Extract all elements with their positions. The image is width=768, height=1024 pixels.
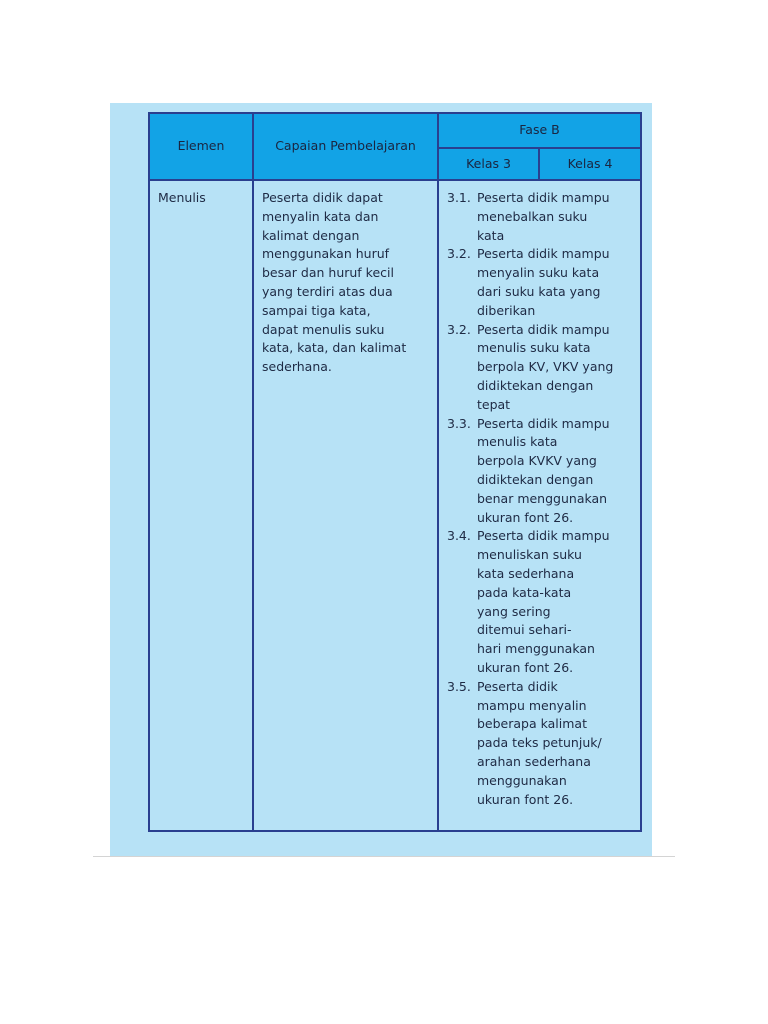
item-line: ukuran font 26. xyxy=(477,659,574,675)
header-kelas-3: Kelas 3 xyxy=(438,148,539,180)
item-line: ditemui sehari- xyxy=(477,622,572,638)
item-line: mampu menyalin xyxy=(477,697,587,713)
item-number: 3.1. xyxy=(447,190,471,205)
capaian-line: besar dan huruf kecil xyxy=(262,265,394,281)
item-line: kata xyxy=(477,227,505,243)
item-line: Peserta didik mampu xyxy=(477,321,610,337)
item-line: berpola KV, VKV yang xyxy=(477,359,614,375)
item-number: 3.2. xyxy=(447,321,471,337)
item-line: menuliskan suku xyxy=(477,547,582,563)
list-item xyxy=(447,321,636,415)
item-line: pada kata-kata xyxy=(477,584,572,600)
header-fase: Fase B xyxy=(438,113,641,148)
header-kelas-4: Kelas 4 xyxy=(539,148,641,180)
capaian-line: sampai tiga kata, xyxy=(262,302,371,318)
capaian-line: yang terdiri atas dua xyxy=(262,283,393,299)
item-line: beberapa kalimat xyxy=(477,716,587,732)
item-line: menggunakan xyxy=(477,772,567,788)
capaian-line: menyalin kata dan xyxy=(262,208,379,224)
page-divider xyxy=(93,856,675,857)
item-line: pada teks petunjuk/ xyxy=(477,735,602,751)
item-line: Peserta didik mampu xyxy=(477,528,610,544)
cell-tujuan-pembelajaran xyxy=(438,180,641,831)
list-item xyxy=(447,189,636,245)
item-number: 3.2. xyxy=(447,246,471,262)
item-number: 3.4. xyxy=(447,528,471,544)
item-line: kata sederhana xyxy=(477,565,575,581)
item-line: menebalkan suku xyxy=(477,208,588,224)
table-row xyxy=(149,180,641,831)
cell-elemen: Menulis xyxy=(149,180,253,831)
list-item xyxy=(447,678,636,810)
item-line: dari suku kata yang xyxy=(477,283,601,299)
capaian-line: sederhana. xyxy=(262,359,332,375)
header-elemen: Elemen xyxy=(149,113,253,180)
item-line: Peserta didik mampu xyxy=(477,415,610,431)
item-line: ukuran font 26. xyxy=(477,509,574,525)
item-line: tepat xyxy=(477,396,511,412)
item-line: diberikan xyxy=(477,302,536,318)
capaian-line: Peserta didik dapat xyxy=(262,190,383,205)
capaian-line: dapat menulis suku xyxy=(262,321,385,337)
capaian-line: kata, kata, dan kalimat xyxy=(262,340,407,356)
item-line: Peserta didik mampu xyxy=(477,190,610,205)
header-row-top xyxy=(149,113,641,148)
list-item xyxy=(447,527,636,677)
item-line: didiktekan dengan xyxy=(477,471,594,487)
capaian-line: kalimat dengan xyxy=(262,227,360,243)
item-line: hari menggunakan xyxy=(477,641,595,657)
header-capaian: Capaian Pembelajaran xyxy=(253,113,438,180)
item-number: 3.3. xyxy=(447,415,471,431)
item-line: menulis kata xyxy=(477,434,558,450)
list-item xyxy=(447,415,636,528)
capaian-line: menggunakan huruf xyxy=(262,246,390,262)
item-line: Peserta didik mampu xyxy=(477,246,610,262)
item-line: benar menggunakan xyxy=(477,490,608,506)
item-line: yang sering xyxy=(477,603,551,619)
item-line: Peserta didik xyxy=(477,678,558,694)
item-line: menyalin suku kata xyxy=(477,265,600,281)
item-line: berpola KVKV yang xyxy=(477,453,597,469)
cell-capaian xyxy=(253,180,438,831)
item-line: ukuran font 26. xyxy=(477,791,574,807)
item-line: didiktekan dengan xyxy=(477,377,594,393)
item-line: arahan sederhana xyxy=(477,753,591,769)
list-item xyxy=(447,245,636,320)
item-line: menulis suku kata xyxy=(477,340,591,356)
item-number: 3.5. xyxy=(447,678,471,694)
learning-outcomes-table xyxy=(148,112,642,832)
